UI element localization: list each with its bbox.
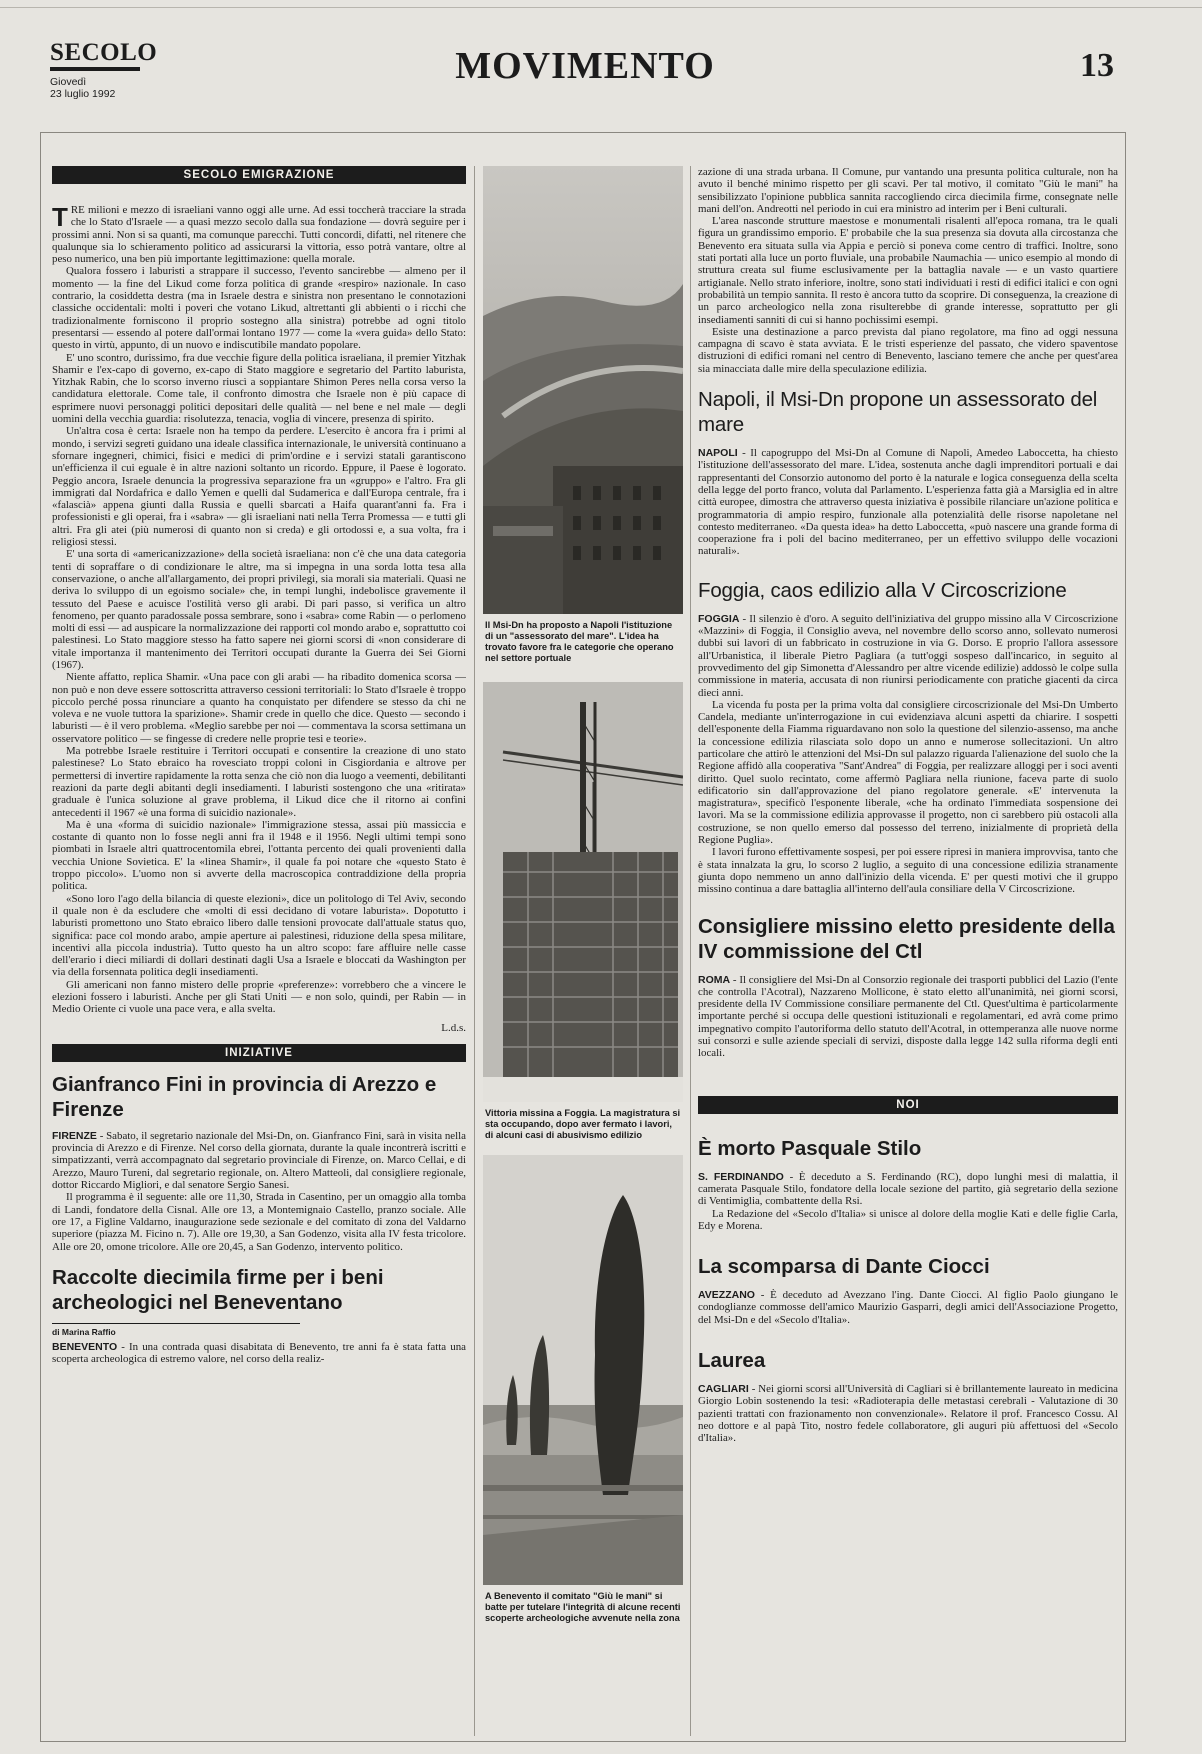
byline-rule	[52, 1323, 300, 1324]
raccolte-article-continued	[698, 166, 1118, 375]
roma-article	[698, 974, 1118, 1060]
photo-napoli-harbor	[483, 166, 683, 614]
article-paragraph: Qualora fossero i laburisti a strappare il successo, l'evento sancirebbe — almeno per il momento — la fine del Likud come forza politica di grande «respiro» nazionale. In caso contrario, la cosiddetta destra (ma in Israele destra e sinistra non presentano le connotazioni classiche occidentali: molti i poveri che votano Likud, altrettanti gli abbienti o i ricchi che tradizionalmente forniscono il proprio sostegno alla sinistra) potrebbe ad ogni titolo presentarsi — essendo al potere dall'ormai lontano 1977 — come la «vera guida» dello Stato: questo in virtù, appunto, di un nuovo e indiscutibile mandato popolare.	[52, 265, 466, 352]
article-paragraph: La vicenda fu posta per la prima volta dal consigliere circoscrizionale del Msi-Dn Umberto Candela, mediante un'interrogazione in cui evidenziava alcuni aspetti da chiarire. I sospetti dell'esponente della Fiamma riguardavano non solo la questione del silenzio-assenso, ma anche la concessione edilizia rilasciata solo dopo un anno e numerose sollecitazioni. Un altro particolare che attirò le attenzioni del Msi-Dn sul palazzo riguarda l'alienazione del suolo che la Regione affidò alla cooperativa "Sant'Andrea" di Foggia, per realizzare alloggi per i soci aventi diritto. Quel suolo recintato, come affermò Pagliara nella riunione, faceva parte di suolo edificatorio sin dall'approvazione del piano regolatore generale. «E' intervenuta la magistratura», specificò l'esponente liberale, «che ha ordinato l'immediata sospensione dei lavori. Ma se la commissione edilizia approvasse il progetto, non ci sarebbero più ostacoli alla costruzione, se non quello emerso dal possesso del terreno, inizialmente di proprietà della Regione Puglia».	[698, 698, 1118, 847]
article-paragraph: L'area nasconde strutture maestose e monumentali risalenti all'epoca romana, tra le quali figura un grandissimo emporio. E' probabile che la sua presenza sia dovuta alla circostanza che Benevento era situata sulla via Appia e perciò si poneva come centro di traffici. Inoltre, sono stati portati alla luce un porto fluviale, una probabile Naumachia — unico esempio al mondo di struttura creata sul fiume esclusivamente per la battaglia navale — e un vasto quartiere artigianale. Nello strato inferiore, inoltre, sono stati individuati i resti di edifici italici e con ogni probabilità un tempio sannita. Il resto è ancora tutto da scoprire. Di conseguenza, la creazione di un parco archeologico nella zona risulterebbe di grande interesse, soprattutto per gli insediamenti sanniti di cui si hanno pochissimi esempi.	[698, 215, 1118, 326]
article-paragraph: BENEVENTO - In una contrada quasi disabitata di Benevento, tre anni fa è stata fatta una scoperta archeologica di estremo valore, nel corso della realiz-	[52, 1340, 466, 1366]
dateline: ROMA	[698, 973, 731, 986]
byline: di Marina Raffio	[52, 1326, 116, 1337]
article-paragraph: TRE milioni e mezzo di israeliani vanno oggi alle urne. Ad essi toccherà tracciare la strada che lo Stato d'Israele — a quasi mezzo secolo dalla sua fondazione — dovrà seguire per i prossimi anni. Non si sa quanti, ma comunque parecchi. Tutti concordi, difatti, nel ritenere che qualunque sia lo schieramento politico ad assicurarsi la vittoria, esso potrà vantare, oltre al peso numerico, una ben più importante legittimazione: quella morale.	[52, 202, 466, 266]
article-paragraph: E' una sorta di «americanizzazione» della società israeliana: non c'è che una data categoria tenti di sopraffare o di condizionare le altre, ma si impegna in una sorda lotta tesa alla conservazione, o anche all'allargamento, dei propri privilegi, sia morali sia materiali. Quasi ne deriva lo sviluppo di un egoismo sociale» che, in tempi lunghi, indebolisce gravemente il tessuto del Paese e acuisce l'ostilità verso gli arabi. Di pari passo, si verifica un altro fenomeno, per quanto paradossale possa sembrare, sono i «sabra» come Rabin — o perlomeno molti di essi — ad auspicare la normalizzazione dei rapporti col mondo arabo e, soprattutto coi palestinesi. Lo Stato maggiore stesso ha fatto sapere nei giorni scorsi di «non considerare di vitale importanza il mantenimento dei Territori occupati durante la Guerra dei Sei Giorni (1967).	[52, 548, 466, 671]
issue-weekday: Giovedì	[50, 76, 87, 88]
right-column	[698, 166, 1118, 1736]
section-bar-noi: NOI	[698, 1096, 1118, 1114]
section-bar-emigrazione: SECOLO EMIGRAZIONE	[52, 166, 466, 184]
masthead	[50, 40, 1120, 120]
caption-napoli: Il Msi-Dn ha proposto a Napoli l'istituzione di un "assessorato del mare". L'idea ha trovato favore fra le categorie che operano nel settore portuale	[485, 620, 674, 663]
article-paragraph: Il programma è il seguente: alle ore 11,30, Strada in Casentino, per un omaggio alla tomba di Landi, fondatore della Cisnal. Alle ore 13, a Montemignaio Castello, pranzo sociale. Alle ore 17, a Figline Valdarno, inaugurazione sede sezionale e del comitato di zona del Valdarno superiore (piazza M. Ficino n. 7). Alle ore 19,30, a San Godenzo, visita alla IV festa tricolore. Alle ore 20, omone tricolore. Alle ore 20,45, a San Godenzo, intervento politico.	[52, 1191, 466, 1253]
ciocci-article	[698, 1289, 1118, 1326]
photo-column	[483, 166, 683, 1736]
foggia-crane-image	[483, 682, 683, 1102]
page-number: 13	[1080, 47, 1114, 84]
article-paragraph: ROMA - Il consigliere del Msi-Dn al Consorzio regionale dei trasporti pubblici del Lazio (l'ente che controlla l'Acotral), Nazzareno Mollicone, è stato eletto all'unanimità, nei giorni scorsi, presidente della IV Commissione consiliare permanente del Ctl. Quest'ultima è particolarmente importante perché si occupa delle questioni istituzionali e regolamentari, ed avrà come primo impegnativo compito l'autoriforma dello statuto dell'Acotral, in ottemperanza alle nuove norme sui consorzi e sulle aziende speciali di servizi, disposte dalla legge 142 sulla riforma degli enti locali.	[698, 973, 1118, 1060]
napoli-article	[698, 447, 1118, 558]
article-paragraph: zazione di una strada urbana. Il Comune, pur vantando una presunta politica culturale, non ha avuto il benché minimo rispetto per gli scavi. Per tal motivo, il comitato "Giù le mani" ha sensibilizzato l'opinione pubblica sannita raccogliendo circa diecimila firme, consegnate nelle mani dell'on. Andreotti nel periodo in cui era ministro ad interim per i Beni culturali.	[698, 166, 1118, 215]
article-paragraph: Gli americani non fanno mistero delle proprie «preferenze»: vorrebbero che a vincere le elezioni fossero i laburisti. Anche per gli Stati Uniti — e non solo, quindi, per Rabin — in Medio Oriente ci vuole una pace vera, e alla svelta.	[52, 978, 466, 1016]
article-paragraph: Esiste una destinazione a parco prevista dal piano regolatore, ma fino ad oggi nessuna campagna di scavo è stata avviata. E le tristi esperienze del passato, che videro spaventose distruzioni di edifici romani nel centro di Benevento, lasciano temere che anche per quest'area sia minacciata dalle mire della speculazione edilizia.	[698, 325, 1118, 375]
article-paragraph: Ma è una «forma di suicidio nazionale» l'immigrazione stessa, assai più massiccia e costante di quanto non lo fosse negli anni fra il 1948 e il 1956. Negli ultimi tempi sono piombati in Israele altri quattrocentomila ebrei, l'ottanta percento dei quali provenienti dalla vecchia Unione Sovietica. E' la «linea Shamir», il quale fa poi notare che «questo Stato è troppo piccolo». L'uomo non si avverte della macroscopica contraddizione della propria politica.	[52, 818, 466, 893]
article-paragraph: S. FERDINANDO - È deceduto a S. Ferdinando (RC), dopo lunghi mesi di malattia, il camerata Pasquale Stilo, fondatore della locale sezione del partito, già segretario della sezione di Ventimiglia, combattente della Rsi.	[698, 1170, 1118, 1208]
issue-date: 23 luglio 1992	[50, 88, 116, 100]
section-bar-iniziative: INIZIATIVE	[52, 1044, 466, 1062]
newspaper-name: SECOLO	[50, 39, 158, 66]
article-paragraph: NAPOLI - Il capogruppo del Msi-Dn al Comune di Napoli, Amedeo Laboccetta, ha chiesto l'istituzione dell'assessorato del mare. L'idea, sostenuta anche dagli imprenditori portuali e dai rappresentanti del Consorzio autonomo del porto è la naturale e logica conseguenza della scelta della legge del porto franco, voluta dal Parlamento. L'esperienza fatta già a Marsiglia ed in altre città europee, dimostra che attraverso questa iniziativa è possibile rilanciare un'azione politica e programmatoria di ampio respiro, funzionale alla potenzialità delle risorse napoletane nel contesto mediterraneo. «Da questa idea» ha detto Laboccetta, «può nascere una grande forma di cooperazione fra i poli del bacino mediterraneo, per un effettivo sviluppo delle vocazioni naturali».	[698, 447, 1118, 558]
emigrazione-article	[52, 204, 466, 1034]
left-column	[52, 166, 466, 1736]
dateline: CAGLIARI	[698, 1383, 749, 1395]
article-paragraph: «Sono loro l'ago della bilancia di queste elezioni», dice un politologo di Tel Aviv, secondo il quale non è da escludere che «molti di essi decidano di votare laburista». Dopotutto i laburisti promettono uno Stato ebraico libero dalle tensioni provocate dall'attuale status quo, significa: pace col mondo arabo, ampie aperture ai palestinesi, riduzione della spesa militare, incentivi alla piccola industria). Tutto questo ha un altro scopo: fare affluire nelle casse dell'erario i dieci miliardi di dollari destinati dagli Usa a Israele e bloccati da Washington per via della forsennata politica degli insediamenti.	[52, 892, 466, 979]
column-divider	[690, 166, 691, 1736]
page-top-edge	[0, 0, 1202, 8]
ciocci-headline: La scomparsa di Dante Ciocci	[698, 1255, 990, 1279]
dateline: S. FERDINANDO	[698, 1170, 784, 1183]
photo-foggia-construction	[483, 682, 683, 1102]
column-divider	[474, 166, 475, 1736]
article-paragraph: FIRENZE - Sabato, il segretario nazionale del Msi-Dn, on. Gianfranco Fini, sarà in visita nella provincia di Arezzo e di Firenze. Nel corso della giornata, durante la quale incontrerà iscritti e simpatizzanti, verrà accompagnato dal segretario provinciale di Firenze, on. Marco Cellai, e di Arezzo, Mauro Tureni, dal segretario regionale, on. Altero Matteoli, dal consigliere regionale, dottor Riccardo Migliori, e dal senatore Sergio Sanesi.	[52, 1129, 466, 1192]
laurea-headline: Laurea	[698, 1349, 766, 1372]
foggia-article	[698, 613, 1118, 896]
napoli-harbor-image	[483, 166, 683, 614]
photo-benevento-site	[483, 1155, 683, 1585]
article-paragraph: Niente affatto, replica Shamir. «Una pace con gli arabi — ha ribadito domenica scorsa — non può e non deve essere sottoscritta attraverso cessioni territoriali: lo Stato d'Israele è troppo piccolo perché possa rinunciare a quanto ha conquistato per difendere se stesso da chi ne voleva e ne vuole tuttora la sparizione». Shamir crede in quello che dice. Questo — secondo i laburisti — è il vero problema. «Meglio sarebbe per noi — commentava la scorsa settimana un osservatore politico — se fingesse di credere nelle proprie tesi e teorie».	[52, 671, 466, 745]
article-paragraph: AVEZZANO - È deceduto ad Avezzano l'ing. Dante Ciocci. Al figlio Paolo giungano le condoglianze commosse dell'amico Maurizio Gasparri, degli amici dell'Associazione Progetto, del Msi-Dn e del «Secolo d'Italia».	[698, 1289, 1118, 1326]
article-paragraph: CAGLIARI - Nei giorni scorsi all'Università di Cagliari si è brillantemente laureato in medicina Giorgio Lobin sostenendo la tesi: «Radioterapia delle metastasi cerebrali - Valutazione di 30 pazienti trattati con frazionamento non convenzionale». Relatore il prof. Francesco Cossu. Al neo dottore e al papà Tito, nostro fedele collaboratore, gli auguri più affettuosi del «Secolo d'Italia».	[698, 1383, 1118, 1445]
dateline: FIRENZE	[52, 1129, 97, 1142]
dateline: AVEZZANO	[698, 1289, 755, 1302]
article-paragraph: FOGGIA - Il silenzio è d'oro. A seguito dell'iniziativa del gruppo missino alla V Circoscrizione «Mazzini» di Foggia, il Consiglio aveva, nel novembre dello scorso anno, sollevato numerosi dubbi sui lavori di un fabbricato in costruzione in via G. Dorso. E proprio l'allora assessore all'Urbanistica, il liberale Pietro Pagliara (a tutt'oggi sospeso dall'incarico, in seguito al provvedimento del gip Simonetta d'Alessandro per altre vicende edilizie) addossò le colpe sulla commissione in materia, accusata di non riunirsi periodicamente con pratiche giacenti da circa dieci anni.	[698, 612, 1118, 699]
drop-cap: T	[52, 202, 68, 232]
dateline: NAPOLI	[698, 447, 738, 460]
fini-headline: Gianfranco Fini in provincia di Arezzo e Firenze	[52, 1072, 437, 1121]
fini-article	[52, 1130, 466, 1253]
caption-benevento: A Benevento il comitato "Giù le mani" si batte per tutelare l'integrità di alcune recenti scoperte archeologiche avvenute nella zona	[485, 1591, 681, 1623]
article-paragraph: Ma potrebbe Israele restituire i Territori occupati e consentire la creazione di uno stato palestinese? Lo Stato ebraico ha rovesciato troppi coloni in Cisgiordania e altrove per permettersi di invertire rapidamente la rotta senza che ciò non dia luogo a veementi, debilitanti reazioni da parte degli abitanti degli insediamenti. I laburisti sostengono che una «ritirata» graduale è l'unica soluzione al grave problema, il Likud dice che il ritorno ai confini antecedenti il 1967 «è una forma di suicidio nazionale».	[52, 745, 466, 819]
article-paragraph: I lavori furono effettivamente sospesi, per poi essere ripresi in maniera improvvisa, tanto che è stata innalzata la gru, lo scorso 2 luglio, a seguito di una concessione edilizia stranamente giunta dopo nemmeno un anno dall'inizio della vicenda. E' per questi motivi che il gruppo missino continua a dare battaglia all'interno dell'aula consiliare della V Circoscrizione.	[698, 846, 1118, 896]
raccolte-headline: Raccolte diecimila firme per i beni archeologici nel Beneventano	[52, 1265, 384, 1314]
article-paragraph: La Redazione del «Secolo d'Italia» si unisce al dolore della moglie Kati e delle figlie Carla, Edy e Morena.	[698, 1207, 1118, 1232]
dateline: FOGGIA	[698, 612, 740, 625]
benevento-cypress-image	[483, 1155, 683, 1585]
caption-foggia: Vittoria missina a Foggia. La magistratura si sta occupando, dopo aver fermato i lavori, di alcuni casi di abusivismo edilizio	[485, 1108, 681, 1140]
raccolte-article	[52, 1341, 466, 1366]
dateline: BENEVENTO	[52, 1340, 118, 1353]
author-signature: L.d.s.	[441, 1021, 466, 1034]
foggia-headline: Foggia, caos edilizio alla V Circoscrizione	[698, 578, 1067, 602]
stilo-article	[698, 1171, 1118, 1232]
laurea-article	[698, 1383, 1118, 1444]
roma-headline: Consigliere missino eletto presidente della IV commissione del Ctl	[698, 914, 1115, 963]
article-paragraph: Un'altra cosa è certa: Israele non ha tempo da perdere. L'esercito è ancora fra i primi al mondo, i servizi segreti guidano una ideale classifica internazionale, le università continuano a sfornare ingegneri, chimici, fisici e medici di prim'ordine e i servizi statali garantiscono un'efficienza il cui eguale è in altre nazioni soltanto un ricordo. Eppure, il Paese è logorato. Peggio ancora, Israele denuncia la progressiva separazione fra un «gruppo» e l'altro. Fra gli immigrati dal Nordafrica e dallo Yemen e quelli dal Sudamerica e dall'Europa centrale, fra i «falascià» appena giunti dalla Russia e quelli sbarcati a Haifa quarant'anni fa. Fra i professionisti e gli operai, fra i «sabra» — gli israeliani nati nella Terra Promessa — e tutti gli altri. Fra gli atei (più numerosi di quanto non si creda) e gli ortodossi e, a sua volta, fra i religiosi stessi.	[52, 425, 466, 549]
article-paragraph: E' uno scontro, durissimo, fra due vecchie figure della politica israeliana, il premier Yitzhak Shamir e l'ex-capo di governo, ex-capo di Stato maggiore e segretario del Partito laburista, Yitzhak Rabin, che lo scorso inverno riuscì a soppiantare Shimon Peres nella corsa verso la candidatura elettorale. Come tale, il confronto dimostra che Israele non è più capace di esprimere nuovi personaggi politici depositari delle qualità — nel bene e nel male — degli uomini della vecchia guardia: risolutezza, tenacia, voglia di vincere, presenza di spirito.	[52, 351, 466, 426]
napoli-headline: Napoli, il Msi-Dn propone un assessorato del mare	[698, 388, 1098, 437]
section-title: MOVIMENTO	[455, 45, 715, 87]
stilo-headline: È morto Pasquale Stilo	[698, 1136, 922, 1160]
